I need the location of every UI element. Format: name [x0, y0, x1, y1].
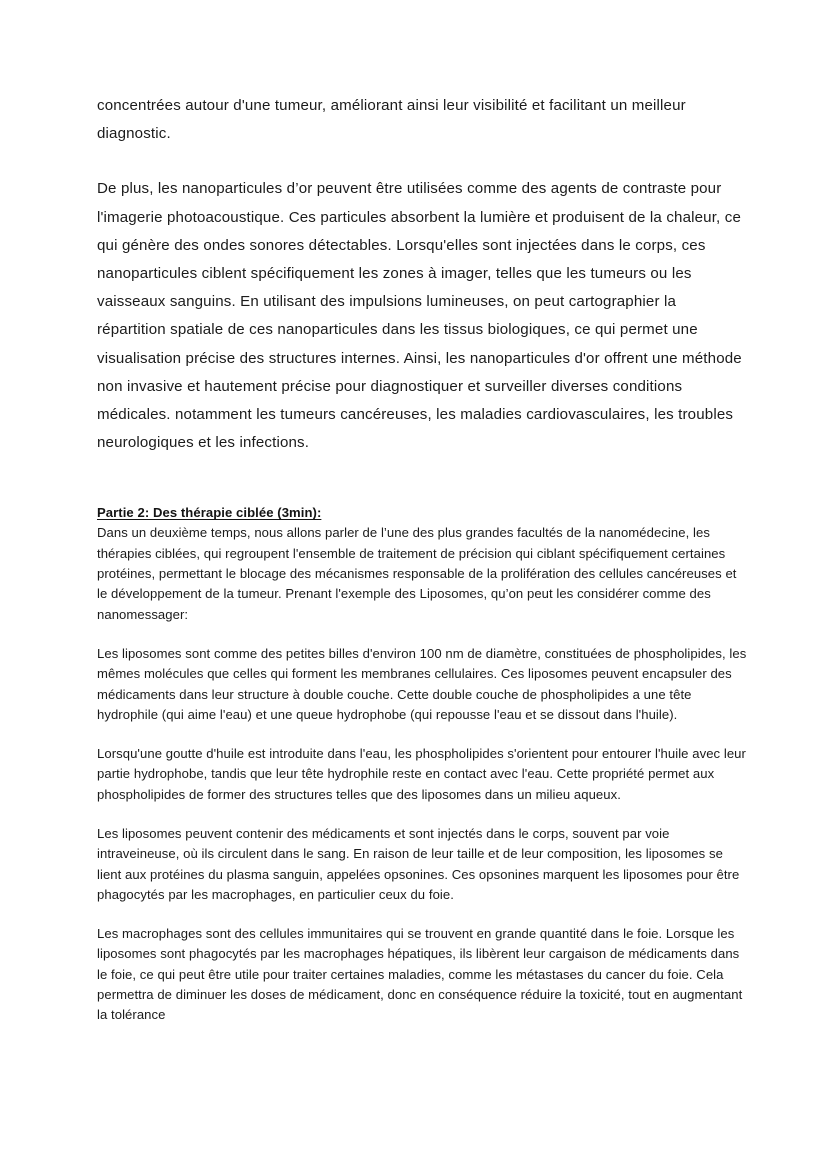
- section-upper: [97, 92, 749, 457]
- paragraph-macrophages-foie: Les macrophages sont des cellules immunitaires qui se trouvent en grande quantité dans le foie. Lorsque les liposomes sont phagocytés par les macrophages hépatiques, ils libèrent leur cargaison de médicaments dans le foie, ce qui peut être utile pour traiter certaines maladies, comme les métastases du cancer du foie. Cela permettra de diminuer les doses de médicament, donc en conséquence réduire la toxicité, tout en augmentant la tolérance: [97, 926, 743, 1023]
- paragraph-liposomes-injection: Les liposomes peuvent contenir des médicaments et sont injectés dans le corps, souvent par voie intraveineuse, où ils circulent dans le sang. En raison de leur taille et de leur composition, les liposomes se lient aux protéines du plasma sanguin, appelées opsonines. Ces opsonines marquent les liposomes pour être phagocytés par les macrophages, en particulier ceux du foie.: [97, 826, 740, 902]
- section-divider-space: [97, 457, 749, 503]
- section-lower: [97, 503, 749, 1025]
- paragraph-concentrees-tumeur: concentrées autour d'une tumeur, améliorant ainsi leur visibilité et facilitant un meilleur diagnostic.: [97, 97, 686, 143]
- paragraph-goutte-huile: Lorsqu'une goutte d'huile est introduite dans l'eau, les phospholipides s'orientent pour entourer l'huile avec leur partie hydrophobe, tandis que leur tête hydrophile reste en contact avec l'eau. Cette propriété permet aux phospholipides de former des structures telles que des liposomes dans un milieu aqueux.: [97, 746, 746, 802]
- heading-partie-2: [97, 503, 749, 522]
- paragraph-therapies-ciblees: Dans un deuxième temps, nous allons parler de l’une des plus grandes facultés de la nanomédecine, les thérapies ciblées, qui regroupent l'ensemble de traitement de précision qui ciblant spécifiquement certaines protéines, permettant le blocage des mécanismes responsable de la prolifération des cellules cancéreuses et le développement de la tumeur. Prenant l'exemple des Liposomes, qu’on peut les considérer comme des nanomessager:: [97, 525, 737, 622]
- paragraph-nanoparticules-or-photoacoustique: De plus, les nanoparticules d’or peuvent être utilisées comme des agents de contraste pour l'imagerie photoacoustique. Ces particules absorbent la lumière et produisent de la chaleur, ce qui génère des ondes sonores détectables. Lorsqu'elles sont injectées dans le corps, ces nanoparticules ciblent spécifiquement les zones à imager, telles que les tumeurs ou les vaisseaux sanguins. En utilisant des impulsions lumineuses, on peut cartographier la répartition spatiale de ces nanoparticules dans les tissus biologiques, ce qui permet une visualisation précise des structures internes. Ainsi, les nanoparticules d'or offrent une méthode non invasive et hautement précise pour diagnostiquer et surveiller diverses conditions médicales. notamment les tumeurs cancéreuses, les maladies cardiovasculaires, les troubles neurologiques et les infections.: [97, 180, 742, 452]
- paragraph-liposomes-structure: Les liposomes sont comme des petites billes d'environ 100 nm de diamètre, constituées de phospholipides, les mêmes molécules que celles qui forment les membranes cellulaires. Ces liposomes peuvent encapsuler des médicaments dans leur structure à double couche. Cette double couche de phospholipides a une tête hydrophile (qui aime l'eau) et une queue hydrophobe (qui repousse l'eau et se dissout dans l'huile).: [97, 645, 747, 722]
- document-text-body: [97, 92, 749, 1026]
- heading-partie-2-text: Partie 2: Des thérapie ciblée (3min):: [97, 505, 322, 521]
